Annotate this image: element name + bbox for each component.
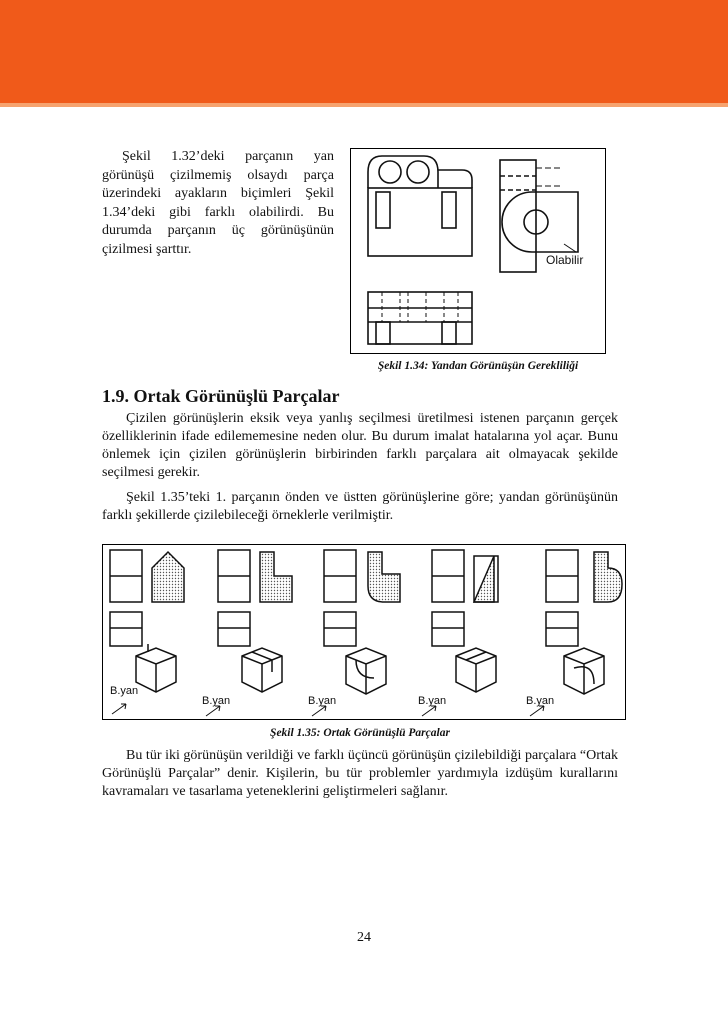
- direction-arrow-icon: [112, 704, 126, 714]
- direction-arrow-icon: [422, 706, 436, 716]
- direction-arrow-icon: [312, 706, 326, 716]
- variant-4: [432, 550, 498, 692]
- variant-2-label: B.yan: [202, 695, 231, 707]
- figure-1-35-caption: Şekil 1.35: Ortak Görünüşlü Parçalar: [270, 727, 450, 739]
- variant-2: [218, 550, 292, 692]
- variant-1-label: B.yan: [110, 685, 139, 697]
- front-view: [368, 156, 472, 256]
- direction-arrow-icon: [206, 706, 220, 716]
- top-view: [368, 292, 472, 344]
- figure-1-35: [102, 544, 626, 720]
- direction-arrow-icon: [530, 706, 544, 716]
- page-number: 24: [357, 930, 371, 945]
- closing-paragraph: Bu tür iki görünüşün verildiği ve farklı üçüncü görünüşün çizilebildiği parçalara “Ortak Görünüşlü Parçalar” denir. Kişilerin, bu tür problemler yardımıyla izdüşüm kurallarını kavramaları ve tasarlama yeteneklerini geliştirmeleri sağlanır.: [102, 748, 618, 799]
- figure-1-34: [350, 148, 606, 354]
- variant-1: [110, 550, 184, 692]
- header-band: [0, 0, 728, 103]
- paragraph-2: Şekil 1.35’teki 1. parçanın önden ve üstten görünüşlerine göre; yandan görünüşünün farklı şekillerde çizilebileceği örneklerle verilmiştir.: [102, 490, 618, 523]
- variant-3: [324, 550, 400, 694]
- header-accent-line: [0, 103, 728, 107]
- variant-3-label: B.yan: [308, 695, 337, 707]
- variant-5-label: B.yan: [526, 695, 555, 707]
- figure-1-34-caption: Şekil 1.34: Yandan Görünüşün Gerekliliği: [377, 360, 579, 372]
- olabilir-label: Olabilir: [546, 253, 584, 267]
- variant-5: [546, 550, 622, 694]
- variant-4-label: B.yan: [418, 695, 447, 707]
- intro-paragraph: Şekil 1.32’deki parçanın yan görünüşü çizilmemiş olsaydı parça üzerindeki ayakların biçimleri Şekil 1.34’deki gibi farklı olabilirdi. Bu durumda parçanın üç görünüşünün çizilmesi şarttır.: [102, 149, 334, 257]
- paragraph-1: Çizilen görünüşlerin eksik veya yanlış seçilmesi üretilmesi istenen parçanın gerçek özelliklerinin ifade edilememesine neden olur. Bu durum imalat hatalarına yol açar. Bunu önlemek için çizilen görünüşlerin birbirinden farklı parçalara ait olmayacak şekilde seçilmesi gerekir.: [102, 411, 618, 480]
- section-heading: 1.9. Ortak Görünüşlü Parçalar: [102, 386, 340, 406]
- olabilir-alternative: [502, 192, 578, 252]
